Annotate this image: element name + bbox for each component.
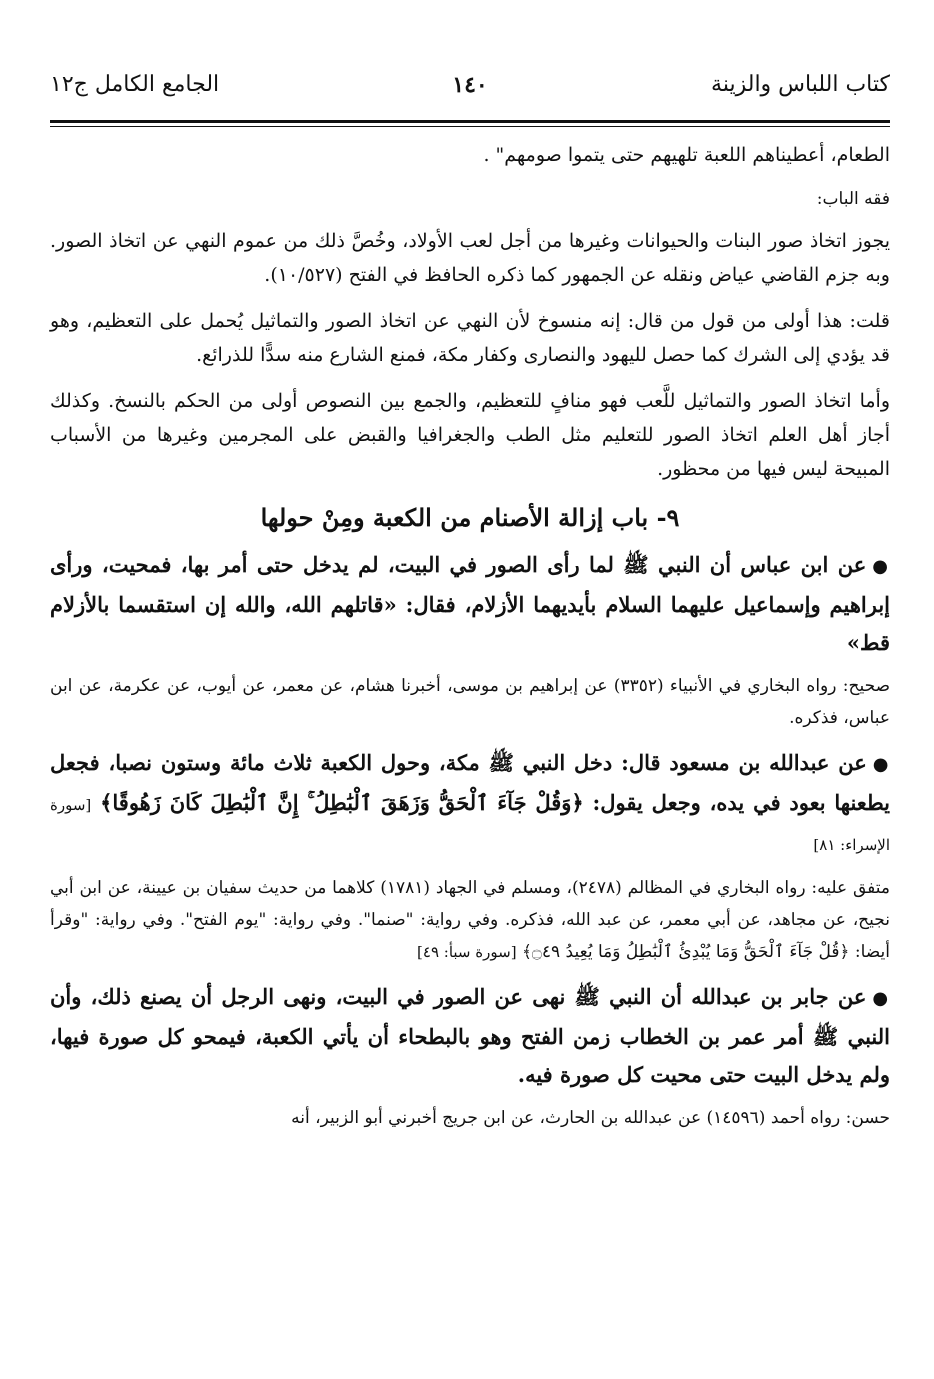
hadith-1 <box>50 546 890 662</box>
quran-reference: [سورة سبأ: ٤٩] <box>417 943 517 961</box>
page-header <box>50 72 890 112</box>
page-number: ١٤٠ <box>452 72 488 98</box>
hadith-2-text: عن عبدالله بن مسعود قال: دخل النبي ﷺ مكة، وحول الكعبة ثلاث مائة وستون نصبا، فجعل يطعنها بعود في يده، وجعل يقول: ﴿وَقُلْ جَآءَ ٱلْحَقُّ وَزَهَقَ ٱلْبَٰطِلُ ۚ إِنَّ ٱلْبَٰطِلَ كَانَ زَهُوقًا﴾ <box>50 750 891 815</box>
header-rule-thin <box>50 126 890 127</box>
fiqh-label: فقه الباب: <box>816 189 890 209</box>
book-section-title: كتاب اللباس والزينة <box>711 72 890 97</box>
header-rule-thick <box>50 120 890 123</box>
quran-reference: [سورة الإسراء: ٨١] <box>50 796 890 854</box>
bullet-icon: ● <box>872 988 890 1009</box>
paragraph-continuation: الطعام، أعطيناهم اللعبة تلهيهم حتى يتموا صومهم" . <box>483 144 890 166</box>
takhrij-3: حسن: رواه أحمد (١٤٥٩٦) عن عبدالله بن الحارث، عن ابن جريج أخبرني أبو الزبير، أنه <box>291 1108 890 1128</box>
hadith-2 <box>50 744 890 864</box>
paragraph-fiqh-2: قلت: هذا أولى من قول من قال: إنه منسوخ لأن النهي عن اتخاذ الصور والتماثيل يُحمل على التعظيم، وهو قد يؤدي إلى الشرك كما حصل لليهود والنصارى وكفار مكة، فمنع الشارع منه سدًّا للذرائع. <box>50 310 890 366</box>
bullet-icon: ● <box>872 556 890 577</box>
book-page <box>50 0 890 1379</box>
hadith-1-text: عن ابن عباس أن النبي ﷺ لما رأى الصور في البيت، لم يدخل حتى أمر بها، فمحيت، ورأى إبراهيم وإسماعيل عليهما السلام بأيديهما الأزلام، فقال: «قاتلهم الله، والله إن استقسما بالأزلام قط» <box>50 552 890 655</box>
page-body <box>50 138 890 1144</box>
hadith-3-text: عن جابر بن عبدالله أن النبي ﷺ نهى عن الصور في البيت، ونهى الرجل أن يصنع ذلك، وأن النبي ﷺ أمر عمر بن الخطاب زمن الفتح وهو بالبطحاء أن يأتي الكعبة، فيمحو كل صورة فيها، ولم يدخل البيت حتى محيت كل صورة فيه. <box>50 984 890 1087</box>
paragraph-fiqh-3: وأما اتخاذ الصور والتماثيل للَّعب فهو منافٍ للتعظيم، والجمع بين النصوص أولى من الحكم بالنسخ. وكذلك أجاز أهل العلم اتخاذ الصور للتعليم مثل الطب والجغرافيا والقبض على المجرمين وغيرها من الأسباب المبيحة ليس فيها من محظور. <box>50 390 890 480</box>
book-volume-title: الجامع الكامل ج١٢ <box>50 72 220 97</box>
takhrij-2-text: متفق عليه: رواه البخاري في المظالم (٢٤٧٨)، ومسلم في الجهاد (١٧٨١) كلاهما من حديث سفيان بن عيينة، عن ابن أبي نجيح، عن مجاهد، عن أبي معمر، عن عبد الله، فذكره. وفي رواية: "صنما". وفي رواية: "يوم الفتح". وفي رواية: "وقرأ أيضا: ﴿قُلْ جَآءَ ٱلْحَقُّ وَمَا يُبْدِئُ ٱلْبَٰطِلُ وَمَا يُعِيدُ ۝٤٩﴾ <box>50 878 890 962</box>
takhrij-1: صحيح: رواه البخاري في الأنبياء (٣٣٥٢) عن إبراهيم بن موسى، أخبرنا هشام، عن معمر، عن أيوب، عن عكرمة، عن ابن عباس، فذكره. <box>50 676 890 728</box>
takhrij-2 <box>50 872 890 968</box>
hadith-3 <box>50 978 890 1094</box>
paragraph-fiqh-1: يجوز اتخاذ صور البنات والحيوانات وغيرها من أجل لعب الأولاد، وخُصَّ ذلك من عموم النهي عن اتخاذ الصور. وبه جزم القاضي عياض ونقله عن الجمهور كما ذكره الحافظ في الفتح (١٠/٥٢٧). <box>50 230 890 286</box>
bullet-icon: ● <box>872 754 890 775</box>
chapter-title: ٩- باب إزالة الأصنام من الكعبة ومِنْ حولها <box>260 503 680 532</box>
